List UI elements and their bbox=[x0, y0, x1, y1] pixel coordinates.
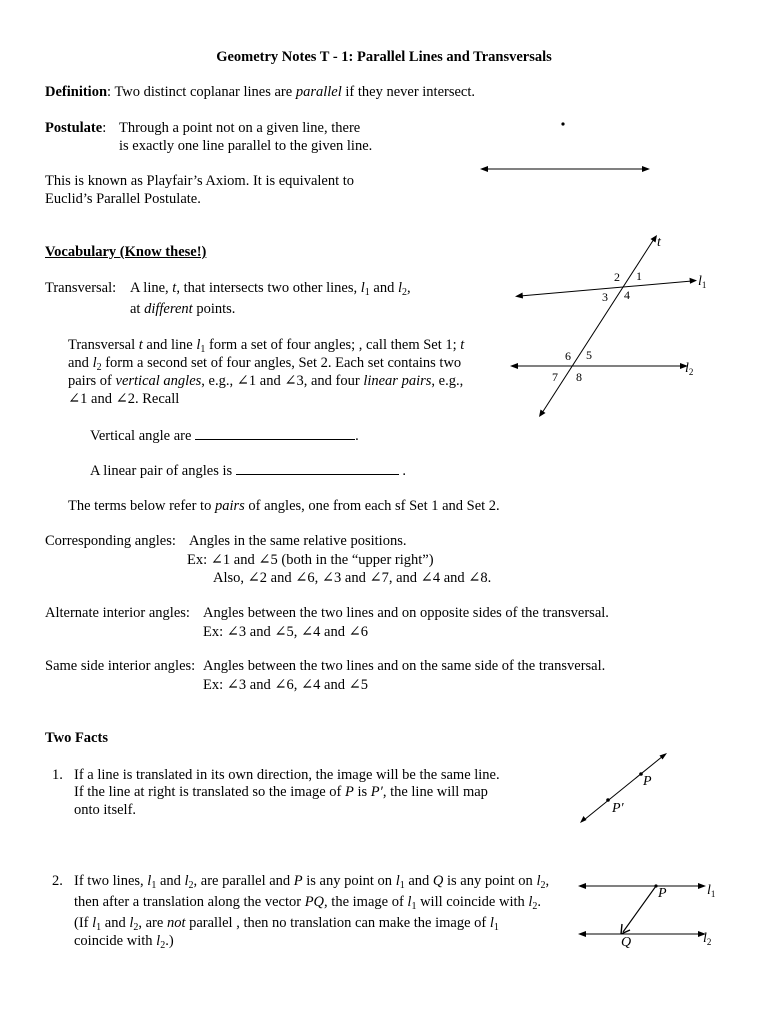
label-q: Q bbox=[621, 935, 632, 950]
postulate-label: Postulate bbox=[45, 120, 103, 136]
subscript: 1 bbox=[411, 901, 417, 912]
vector-pq bbox=[623, 886, 656, 932]
definition: Definition: Two distinct coplanar lines are parallel if they never intersect. bbox=[45, 84, 476, 100]
arrowhead-icon bbox=[510, 363, 518, 369]
playfair-line2: Euclid’s Parallel Postulate. bbox=[45, 191, 201, 207]
var-q: Q bbox=[432, 873, 444, 889]
angle-8: 8 bbox=[576, 370, 582, 384]
var-l: l bbox=[360, 280, 365, 296]
subscript: 1 bbox=[493, 922, 499, 933]
text: parallel , then no translation can make the image of bbox=[185, 915, 490, 931]
text: form a second set of four angles, Set 2. Each set contains two bbox=[101, 355, 462, 371]
text: is bbox=[353, 784, 371, 800]
text: .) bbox=[165, 933, 174, 949]
text: If two lines, bbox=[74, 873, 148, 889]
subscript: 1 bbox=[200, 344, 206, 355]
transversal-def-line1 bbox=[130, 279, 411, 299]
subscript: 2 bbox=[540, 880, 546, 891]
var-t: t bbox=[138, 337, 143, 353]
para-line3 bbox=[68, 372, 463, 390]
text: . bbox=[537, 894, 542, 910]
fact1-line1: If a line is translated in its own direction, the image will be the same line. bbox=[74, 767, 500, 783]
fact2-line4 bbox=[74, 932, 174, 952]
text: Transversal bbox=[68, 337, 139, 353]
text: The terms below refer to bbox=[68, 498, 215, 514]
text: and bbox=[68, 355, 93, 371]
playfair-line1: This is known as Playfair’s Axiom. It is equivalent to bbox=[45, 173, 355, 189]
two-facts-heading: Two Facts bbox=[45, 730, 108, 746]
angle-1: 1 bbox=[636, 269, 642, 283]
var-l: l bbox=[536, 873, 541, 889]
arrowhead-left-icon bbox=[480, 166, 488, 172]
text: If the line at right is translated so the image of bbox=[74, 784, 345, 800]
label-l2-letter: l bbox=[703, 931, 707, 946]
alternate-ex: Ex: ∠3 and ∠5, ∠4 and ∠6 bbox=[203, 624, 368, 640]
text: coincide with bbox=[74, 933, 157, 949]
same-side-ex: Ex: ∠3 and ∠6, ∠4 and ∠5 bbox=[203, 677, 368, 693]
page-title: Geometry Notes T - 1: Parallel Lines and Transversals bbox=[216, 49, 552, 65]
text: . bbox=[355, 428, 359, 444]
point-p-prime bbox=[606, 798, 610, 802]
text: will coincide with bbox=[416, 894, 529, 910]
var-l: l bbox=[407, 894, 412, 910]
subscript: 1 bbox=[151, 880, 157, 891]
label-l2-letter: l bbox=[685, 361, 689, 376]
text: A line, bbox=[130, 280, 173, 296]
var-l: l bbox=[397, 280, 403, 296]
postulate-label-wrap: Postulate: bbox=[45, 120, 107, 136]
label-l1-sub: 1 bbox=[710, 889, 716, 899]
label-l1 bbox=[698, 274, 706, 290]
fact1-number: 1. bbox=[52, 767, 63, 783]
fact1-line3: onto itself. bbox=[74, 802, 137, 818]
var-p: P bbox=[345, 784, 354, 800]
linear-answer-blank[interactable] bbox=[236, 461, 399, 475]
para-line4: ∠1 and ∠2. Recall bbox=[68, 391, 180, 407]
label-t: t bbox=[657, 235, 661, 250]
text: , bbox=[545, 873, 550, 889]
text: , that intersects two other lines, bbox=[176, 280, 361, 296]
var-l: l bbox=[92, 915, 97, 931]
emph-vertical: vertical angles bbox=[115, 373, 202, 389]
label-l2 bbox=[703, 931, 711, 947]
corresponding-ex: Ex: ∠1 and ∠5 (both in the “upper right”) bbox=[187, 552, 434, 568]
var-l: l bbox=[92, 355, 97, 371]
subscript: 2 bbox=[402, 287, 408, 298]
text: and bbox=[404, 873, 433, 889]
same-side-def: Angles between the two lines and on the same side of the transversal. bbox=[203, 658, 606, 674]
var-l: l bbox=[147, 873, 152, 889]
emph-pairs: pairs bbox=[214, 498, 245, 514]
transversal-def-line2 bbox=[130, 300, 235, 318]
fact2-line1 bbox=[74, 872, 549, 892]
text: and bbox=[101, 915, 130, 931]
text: of angles, one from each sf Set 1 and Set 2. bbox=[244, 498, 500, 514]
angle-3: 3 bbox=[602, 290, 608, 304]
alternate-def: Angles between the two lines and on opposite sides of the transversal. bbox=[203, 605, 609, 621]
fact2-number: 2. bbox=[52, 873, 63, 889]
label-p: P bbox=[658, 886, 667, 901]
emph-different: different bbox=[144, 301, 193, 317]
same-side-label: Same side interior angles: bbox=[45, 658, 196, 674]
var-l: l bbox=[489, 915, 494, 931]
arrowhead-icon bbox=[578, 931, 586, 937]
linear-prompt: A linear pair of angles is bbox=[90, 463, 233, 479]
angle-7: 7 bbox=[552, 370, 558, 384]
postulate-line2: is exactly one line parallel to the given line. bbox=[119, 138, 373, 154]
label-p-prime: P′ bbox=[612, 801, 624, 816]
var-l: l bbox=[528, 894, 533, 910]
text: , e.g., bbox=[431, 373, 464, 389]
arrowhead-right-icon bbox=[642, 166, 650, 172]
text: pairs of bbox=[68, 373, 116, 389]
angle-4: 4 bbox=[624, 288, 630, 302]
label-l2-sub: 2 bbox=[688, 367, 694, 377]
text: , e.g., ∠1 and ∠3, and four bbox=[201, 373, 364, 389]
definition-text-b: if they never intersect. bbox=[341, 84, 476, 100]
label-l1-letter: l bbox=[707, 883, 711, 898]
label-l1-letter: l bbox=[698, 274, 702, 289]
fact1-line2 bbox=[74, 783, 488, 801]
text: . bbox=[402, 463, 407, 479]
text: and line bbox=[142, 337, 197, 353]
var-l: l bbox=[184, 873, 189, 889]
label-l1-sub: 1 bbox=[701, 280, 707, 290]
angle-2: 2 bbox=[614, 270, 620, 284]
angle-6: 6 bbox=[565, 349, 571, 363]
parallel-translation-diagram bbox=[570, 872, 730, 952]
subscript: 2 bbox=[532, 901, 538, 912]
var-t: t bbox=[460, 337, 465, 353]
arrowhead-icon bbox=[515, 293, 523, 299]
vertical-prompt-row bbox=[90, 426, 359, 445]
vector-pq: PQ bbox=[304, 894, 325, 910]
emph-linear: linear pairs bbox=[363, 373, 432, 389]
transversal-diagram bbox=[500, 230, 720, 425]
text: , the line will map bbox=[382, 784, 488, 800]
text: (If bbox=[74, 915, 93, 931]
text: , the image of bbox=[324, 894, 408, 910]
text: then after a translation along the vector bbox=[74, 894, 305, 910]
label-l2 bbox=[685, 361, 693, 377]
fact2-line3 bbox=[74, 914, 499, 934]
text: at bbox=[130, 301, 145, 317]
corresponding-also: Also, ∠2 and ∠6, ∠3 and ∠7, and ∠4 and ∠8. bbox=[213, 570, 492, 586]
var-p-prime: P′ bbox=[370, 784, 383, 800]
var-p: P bbox=[293, 873, 303, 889]
corresponding-label: Corresponding angles: bbox=[45, 533, 176, 549]
label-l2-sub: 2 bbox=[706, 937, 712, 947]
arrowhead-icon bbox=[578, 883, 586, 889]
text: and bbox=[156, 873, 185, 889]
emph-not: not bbox=[166, 915, 186, 931]
vertical-prompt: Vertical angle are bbox=[90, 428, 192, 444]
corresponding-def: Angles in the same relative positions. bbox=[189, 533, 407, 549]
definition-text-a: Two distinct coplanar lines are bbox=[114, 84, 296, 100]
subscript: 2 bbox=[96, 362, 102, 373]
alternate-label: Alternate interior angles: bbox=[45, 605, 190, 621]
para-line2 bbox=[68, 354, 461, 374]
text: , bbox=[407, 280, 411, 296]
text: , are bbox=[138, 915, 167, 931]
given-point bbox=[561, 122, 564, 125]
subscript: 2 bbox=[188, 880, 194, 891]
label-p: P bbox=[643, 774, 652, 789]
arrowhead-icon bbox=[698, 883, 706, 889]
postulate-diagram bbox=[470, 110, 670, 185]
text: and bbox=[369, 280, 398, 296]
subscript: 1 bbox=[96, 922, 102, 933]
text: points. bbox=[192, 301, 236, 317]
translation-line-diagram bbox=[570, 745, 680, 830]
para-line1 bbox=[68, 336, 464, 356]
fact2-line2 bbox=[74, 893, 541, 913]
arrowhead-icon bbox=[690, 278, 698, 284]
subscript: 2 bbox=[133, 922, 139, 933]
text: is any point on bbox=[302, 873, 396, 889]
var-l: l bbox=[196, 337, 201, 353]
angle-5: 5 bbox=[586, 348, 592, 362]
definition-label: Definition bbox=[45, 84, 108, 100]
var-t: t bbox=[172, 280, 177, 296]
var-l: l bbox=[156, 933, 161, 949]
arrowhead-icon bbox=[539, 410, 546, 418]
postulate-line1: Through a point not on a given line, there bbox=[119, 120, 361, 136]
line-t bbox=[542, 239, 654, 413]
text: , are parallel and bbox=[193, 873, 294, 889]
var-l: l bbox=[395, 873, 400, 889]
arrowhead-icon bbox=[580, 816, 587, 823]
vocab-heading: Vocabulary (Know these!) bbox=[45, 244, 207, 260]
terms-intro bbox=[68, 497, 500, 515]
linear-prompt-row bbox=[90, 461, 406, 480]
transversal-label: Transversal: bbox=[45, 280, 117, 296]
label-l1 bbox=[707, 883, 715, 899]
var-l: l bbox=[129, 915, 134, 931]
vertical-answer-blank[interactable] bbox=[195, 426, 355, 440]
subscript: 1 bbox=[364, 287, 370, 298]
definition-term: parallel bbox=[295, 84, 342, 100]
subscript: 1 bbox=[399, 880, 405, 891]
text: form a set of four angles; , call them Set 1; bbox=[205, 337, 461, 353]
subscript: 2 bbox=[160, 940, 166, 951]
text: is any point on bbox=[443, 873, 537, 889]
